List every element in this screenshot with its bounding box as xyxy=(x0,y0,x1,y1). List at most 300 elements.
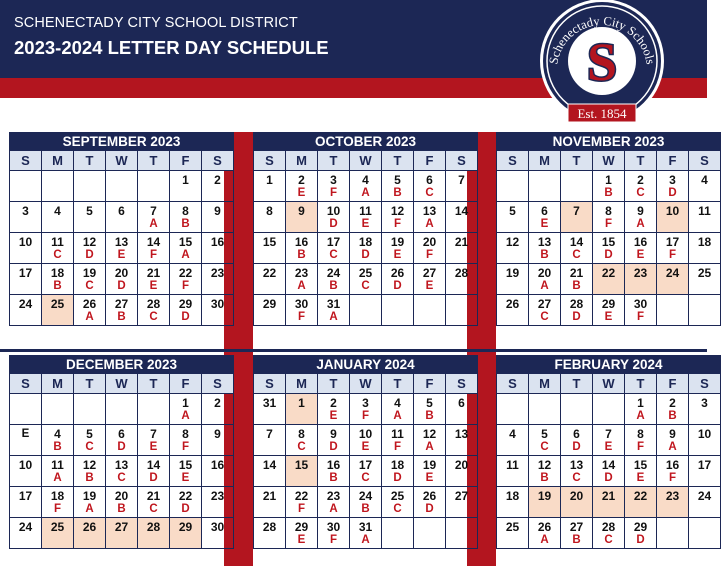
day-cell xyxy=(10,487,42,518)
week-row xyxy=(254,394,478,425)
day-cell xyxy=(529,264,561,295)
day-number: 29 xyxy=(601,297,616,311)
weekday-header: T xyxy=(561,151,593,171)
day-cell xyxy=(350,171,382,202)
day-number: 22 xyxy=(262,266,277,280)
day-number: 30 xyxy=(326,520,341,534)
day-number: 4 xyxy=(701,173,708,187)
day-cell xyxy=(170,171,202,202)
day-number: 22 xyxy=(633,489,648,503)
day-cell xyxy=(414,202,446,233)
day-cell xyxy=(202,425,234,456)
day-number: 14 xyxy=(454,204,469,218)
day-cell xyxy=(382,487,414,518)
day-cell xyxy=(74,425,106,456)
day-cell xyxy=(138,171,170,202)
weekday-header: W xyxy=(106,151,138,171)
day-cell xyxy=(446,264,478,295)
day-number: 20 xyxy=(454,458,469,472)
day-number: 21 xyxy=(262,489,277,503)
day-number: 16 xyxy=(326,458,341,472)
day-number: 29 xyxy=(262,297,277,311)
day-number: 27 xyxy=(569,520,584,534)
month-title: OCTOBER 2023 xyxy=(253,132,478,150)
day-number: 20 xyxy=(537,266,552,280)
day-letter: B xyxy=(117,503,126,515)
day-cell xyxy=(10,456,42,487)
day-number: 8 xyxy=(605,204,612,218)
day-letter: D xyxy=(425,503,434,515)
day-cell xyxy=(10,233,42,264)
day-letter: B xyxy=(540,472,549,484)
day-cell xyxy=(657,171,689,202)
day-number: 5 xyxy=(86,204,93,218)
day-cell xyxy=(42,394,74,425)
day-letter: E xyxy=(297,534,306,546)
day-number: 17 xyxy=(326,235,341,249)
day-cell xyxy=(350,202,382,233)
day-number: 11 xyxy=(359,204,372,218)
day-number: 25 xyxy=(697,266,712,280)
day-letter: E xyxy=(149,441,158,453)
day-letter: D xyxy=(393,472,402,484)
day-cell xyxy=(657,394,689,425)
day-number: 17 xyxy=(18,266,33,280)
day-cell xyxy=(350,487,382,518)
day-letter: D xyxy=(668,187,677,199)
day-cell xyxy=(42,456,74,487)
day-number: 14 xyxy=(146,235,161,249)
day-letter: F xyxy=(329,534,338,546)
day-letter: B xyxy=(297,249,306,261)
day-cell xyxy=(561,295,593,326)
month-calendar xyxy=(9,132,234,326)
day-number: 13 xyxy=(422,204,437,218)
day-letter: A xyxy=(361,187,370,199)
day-letter: D xyxy=(604,472,613,484)
day-cell xyxy=(106,171,138,202)
day-cell xyxy=(414,295,446,326)
day-letter: B xyxy=(540,249,549,261)
day-number: 13 xyxy=(454,427,469,441)
day-cell xyxy=(350,425,382,456)
day-letter: B xyxy=(361,503,370,515)
week-row xyxy=(10,233,234,264)
day-number: 22 xyxy=(294,489,309,503)
day-letter: E xyxy=(181,472,190,484)
weekday-header: F xyxy=(657,374,689,394)
day-letter: E xyxy=(21,428,30,440)
day-letter: E xyxy=(425,472,434,484)
day-number: 20 xyxy=(569,489,584,503)
day-cell xyxy=(414,456,446,487)
day-number: 15 xyxy=(178,235,193,249)
day-letter: B xyxy=(572,280,581,292)
day-letter: A xyxy=(425,218,434,230)
day-cell xyxy=(689,202,721,233)
day-cell xyxy=(382,295,414,326)
day-cell xyxy=(414,233,446,264)
day-letter: C xyxy=(604,534,613,546)
day-cell xyxy=(497,295,529,326)
day-letter: D xyxy=(572,311,581,323)
day-cell xyxy=(170,295,202,326)
weekday-header: S xyxy=(497,151,529,171)
day-letter: C xyxy=(85,280,94,292)
day-number: 17 xyxy=(697,458,712,472)
day-number: 21 xyxy=(569,266,584,280)
week-row xyxy=(497,425,721,456)
seal-letter: S xyxy=(586,32,618,92)
day-cell xyxy=(318,394,350,425)
day-cell xyxy=(561,264,593,295)
day-letter: B xyxy=(53,441,62,453)
day-cell xyxy=(138,264,170,295)
day-letter: D xyxy=(117,441,126,453)
day-number: 27 xyxy=(422,266,437,280)
day-cell xyxy=(593,171,625,202)
day-cell xyxy=(561,456,593,487)
day-number: 30 xyxy=(210,520,225,534)
day-number: 15 xyxy=(633,458,648,472)
day-cell xyxy=(42,487,74,518)
day-cell-no-school xyxy=(561,487,593,518)
day-number: 7 xyxy=(458,173,465,187)
day-cell-no-school xyxy=(561,202,593,233)
day-letter: F xyxy=(181,441,190,453)
day-number: 18 xyxy=(697,235,712,249)
day-letter: F xyxy=(361,410,370,422)
week-row xyxy=(10,171,234,202)
day-number: 1 xyxy=(605,173,612,187)
day-letter: E xyxy=(117,249,126,261)
day-cell xyxy=(254,487,286,518)
day-cell xyxy=(350,295,382,326)
day-number: 9 xyxy=(214,427,221,441)
day-cell xyxy=(170,233,202,264)
day-letter: A xyxy=(329,503,338,515)
month-table xyxy=(496,150,721,326)
day-number: 24 xyxy=(665,266,680,280)
day-letter: C xyxy=(361,472,370,484)
day-letter: F xyxy=(181,280,190,292)
day-number: 28 xyxy=(146,520,161,534)
week-row xyxy=(254,202,478,233)
day-number: 11 xyxy=(698,204,711,218)
day-cell xyxy=(106,456,138,487)
day-cell xyxy=(42,233,74,264)
day-number: 26 xyxy=(537,520,552,534)
day-letter: B xyxy=(572,534,581,546)
day-number: 24 xyxy=(697,489,712,503)
day-cell xyxy=(106,394,138,425)
day-cell xyxy=(414,425,446,456)
day-letter: A xyxy=(181,249,190,261)
day-number: 21 xyxy=(146,489,161,503)
day-letter: C xyxy=(425,187,434,199)
day-cell xyxy=(446,456,478,487)
day-number: 16 xyxy=(665,458,680,472)
day-number: 11 xyxy=(506,458,519,472)
day-cell-no-school xyxy=(657,264,689,295)
day-number: 8 xyxy=(266,204,273,218)
day-cell xyxy=(414,171,446,202)
day-letter: D xyxy=(85,249,94,261)
day-letter: B xyxy=(53,280,62,292)
day-number: 14 xyxy=(146,458,161,472)
day-number: 18 xyxy=(390,458,405,472)
day-cell xyxy=(202,202,234,233)
day-cell xyxy=(286,233,318,264)
day-number: 10 xyxy=(697,427,712,441)
day-cell xyxy=(350,233,382,264)
weekday-header: M xyxy=(529,374,561,394)
day-letter: E xyxy=(149,280,158,292)
day-cell xyxy=(254,233,286,264)
day-cell xyxy=(318,487,350,518)
day-number: 14 xyxy=(601,458,616,472)
day-cell xyxy=(689,394,721,425)
day-number: 23 xyxy=(633,266,648,280)
day-cell xyxy=(382,264,414,295)
day-number: 19 xyxy=(82,266,97,280)
day-letter: F xyxy=(53,503,62,515)
day-letter: A xyxy=(393,410,402,422)
day-number: 28 xyxy=(569,297,584,311)
day-cell xyxy=(42,171,74,202)
day-cell xyxy=(382,171,414,202)
day-letter: A xyxy=(181,410,190,422)
day-number: 10 xyxy=(358,427,373,441)
week-row xyxy=(10,394,234,425)
day-number: 29 xyxy=(178,297,193,311)
day-letter: B xyxy=(181,218,190,230)
day-number: 8 xyxy=(182,427,189,441)
day-cell xyxy=(74,394,106,425)
day-number: 19 xyxy=(505,266,520,280)
day-number: 19 xyxy=(537,489,552,503)
day-number: 18 xyxy=(50,489,65,503)
day-letter: D xyxy=(572,441,581,453)
day-number: 3 xyxy=(330,173,337,187)
day-number: 23 xyxy=(326,489,341,503)
day-cell xyxy=(286,264,318,295)
day-letter: A xyxy=(329,311,338,323)
day-cell-no-school xyxy=(625,487,657,518)
day-cell xyxy=(138,487,170,518)
day-number: 20 xyxy=(422,235,437,249)
week-row xyxy=(254,264,478,295)
weekday-header: T xyxy=(561,374,593,394)
day-cell xyxy=(10,518,42,549)
day-cell xyxy=(106,233,138,264)
day-cell xyxy=(689,233,721,264)
day-cell xyxy=(446,394,478,425)
district-name: SCHENECTADY CITY SCHOOL DISTRICT xyxy=(14,15,298,31)
day-letter: A xyxy=(53,472,62,484)
day-cell-no-school xyxy=(286,394,318,425)
day-letter: A xyxy=(297,280,306,292)
day-cell xyxy=(657,518,689,549)
day-letter: F xyxy=(636,441,645,453)
day-cell xyxy=(414,518,446,549)
week-row xyxy=(10,295,234,326)
day-letter: B xyxy=(425,410,434,422)
day-number: 21 xyxy=(146,266,161,280)
day-number: 6 xyxy=(118,427,125,441)
day-cell-no-school xyxy=(106,518,138,549)
day-cell xyxy=(497,518,529,549)
day-number: 14 xyxy=(262,458,277,472)
day-number: 3 xyxy=(701,396,708,410)
weekday-header: F xyxy=(414,374,446,394)
day-cell xyxy=(202,233,234,264)
day-number: 5 xyxy=(509,204,516,218)
day-number: 6 xyxy=(541,204,548,218)
day-number: 19 xyxy=(390,235,405,249)
day-letter: F xyxy=(393,218,402,230)
day-letter: F xyxy=(149,249,158,261)
weekday-header: F xyxy=(170,151,202,171)
day-cell-no-school xyxy=(286,202,318,233)
day-number: 15 xyxy=(294,458,309,472)
day-cell xyxy=(106,295,138,326)
day-number: 10 xyxy=(18,235,33,249)
day-cell xyxy=(561,518,593,549)
day-number: 25 xyxy=(358,266,373,280)
day-letter: A xyxy=(540,534,549,546)
day-number: 1 xyxy=(182,173,189,187)
seal-arc-text: Schenectady City Schools xyxy=(546,13,658,66)
day-number: 8 xyxy=(182,204,189,218)
month-calendar xyxy=(253,132,478,326)
day-cell xyxy=(497,264,529,295)
day-cell xyxy=(561,394,593,425)
week-row xyxy=(254,425,478,456)
day-number: 18 xyxy=(505,489,520,503)
day-number: 13 xyxy=(537,235,552,249)
month-calendar xyxy=(9,355,234,549)
weekday-header: T xyxy=(138,374,170,394)
day-letter: C xyxy=(572,249,581,261)
day-letter: F xyxy=(668,472,677,484)
day-number: 20 xyxy=(114,266,129,280)
day-cell xyxy=(382,425,414,456)
day-number: 12 xyxy=(505,235,520,249)
day-letter: A xyxy=(540,280,549,292)
weekday-header: W xyxy=(593,374,625,394)
day-number: 7 xyxy=(605,427,612,441)
day-letter: B xyxy=(393,187,402,199)
day-letter: C xyxy=(572,472,581,484)
day-number: 23 xyxy=(294,266,309,280)
week-row xyxy=(497,264,721,295)
day-number: 9 xyxy=(330,427,337,441)
day-number: 22 xyxy=(178,489,193,503)
day-letter: D xyxy=(181,311,190,323)
day-cell xyxy=(170,394,202,425)
day-cell xyxy=(10,394,42,425)
day-number: 16 xyxy=(210,458,225,472)
day-number: 20 xyxy=(114,489,129,503)
day-number: 30 xyxy=(294,297,309,311)
day-number: 19 xyxy=(422,458,437,472)
day-number: 12 xyxy=(390,204,405,218)
day-number: 6 xyxy=(458,396,465,410)
week-row xyxy=(254,233,478,264)
day-number: 23 xyxy=(210,489,225,503)
weekday-header: S xyxy=(254,374,286,394)
day-number: 12 xyxy=(422,427,437,441)
weekday-header: M xyxy=(529,151,561,171)
weekday-header: F xyxy=(170,374,202,394)
week-row xyxy=(497,171,721,202)
day-cell xyxy=(446,295,478,326)
day-number: 13 xyxy=(569,458,584,472)
day-cell xyxy=(593,425,625,456)
day-number: 27 xyxy=(454,489,469,503)
day-letter: F xyxy=(425,249,434,261)
day-cell xyxy=(318,295,350,326)
day-cell xyxy=(414,394,446,425)
weekday-header: S xyxy=(202,374,234,394)
weekday-header: W xyxy=(593,151,625,171)
day-letter: E xyxy=(604,311,613,323)
day-cell xyxy=(170,264,202,295)
day-number: 16 xyxy=(633,235,648,249)
day-letter: A xyxy=(425,441,434,453)
day-cell xyxy=(138,425,170,456)
day-cell xyxy=(318,456,350,487)
day-cell xyxy=(106,425,138,456)
weekday-header: T xyxy=(138,151,170,171)
day-number: 24 xyxy=(18,520,33,534)
day-number: 21 xyxy=(454,235,469,249)
day-letter: D xyxy=(636,534,645,546)
day-cell xyxy=(529,202,561,233)
seal-est: Est. 1854 xyxy=(577,106,627,121)
day-number: 26 xyxy=(82,520,97,534)
day-letter: E xyxy=(540,218,549,230)
day-letter: C xyxy=(636,187,645,199)
day-cell xyxy=(497,425,529,456)
day-cell xyxy=(657,456,689,487)
day-cell xyxy=(42,264,74,295)
day-cell xyxy=(657,425,689,456)
day-cell xyxy=(138,456,170,487)
weekday-header: M xyxy=(286,151,318,171)
weekday-header: F xyxy=(657,151,689,171)
week-row xyxy=(254,456,478,487)
day-cell xyxy=(350,456,382,487)
day-letter: D xyxy=(329,218,338,230)
day-cell xyxy=(625,171,657,202)
day-cell xyxy=(10,295,42,326)
day-number: 3 xyxy=(362,396,369,410)
day-cell-no-school xyxy=(625,264,657,295)
day-cell xyxy=(593,518,625,549)
week-row xyxy=(497,202,721,233)
day-number: 7 xyxy=(150,427,157,441)
day-number: 4 xyxy=(509,427,516,441)
day-number: 10 xyxy=(665,204,680,218)
day-cell xyxy=(42,202,74,233)
month-calendar xyxy=(253,355,478,549)
week-row xyxy=(10,518,234,549)
day-cell xyxy=(138,202,170,233)
day-cell xyxy=(74,264,106,295)
day-cell xyxy=(497,487,529,518)
